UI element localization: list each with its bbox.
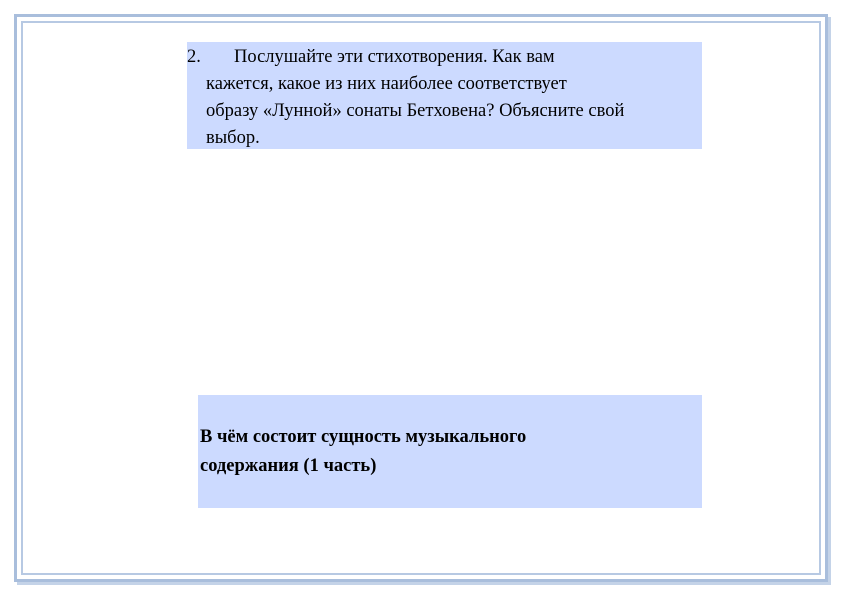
topic-text-box [198,395,702,508]
question-text-line-1: Послушайте эти стихотворения. Как вам [234,47,555,67]
question-text-line-4: выбор. [206,128,260,148]
question-line-1 [187,44,702,71]
question-text-box [187,42,702,149]
topic-text-line-2: содержания (1 часть) [200,456,377,476]
topic-text-line-1: В чём состоит сущность музыкального [200,427,527,447]
question-text-line-3: образу «Лунной» сонаты Бетховена? Объясните свой [206,101,625,121]
question-text-line-2: кажется, какое из них наиболее соответствует [206,74,567,94]
question-number: 2. [187,47,201,67]
